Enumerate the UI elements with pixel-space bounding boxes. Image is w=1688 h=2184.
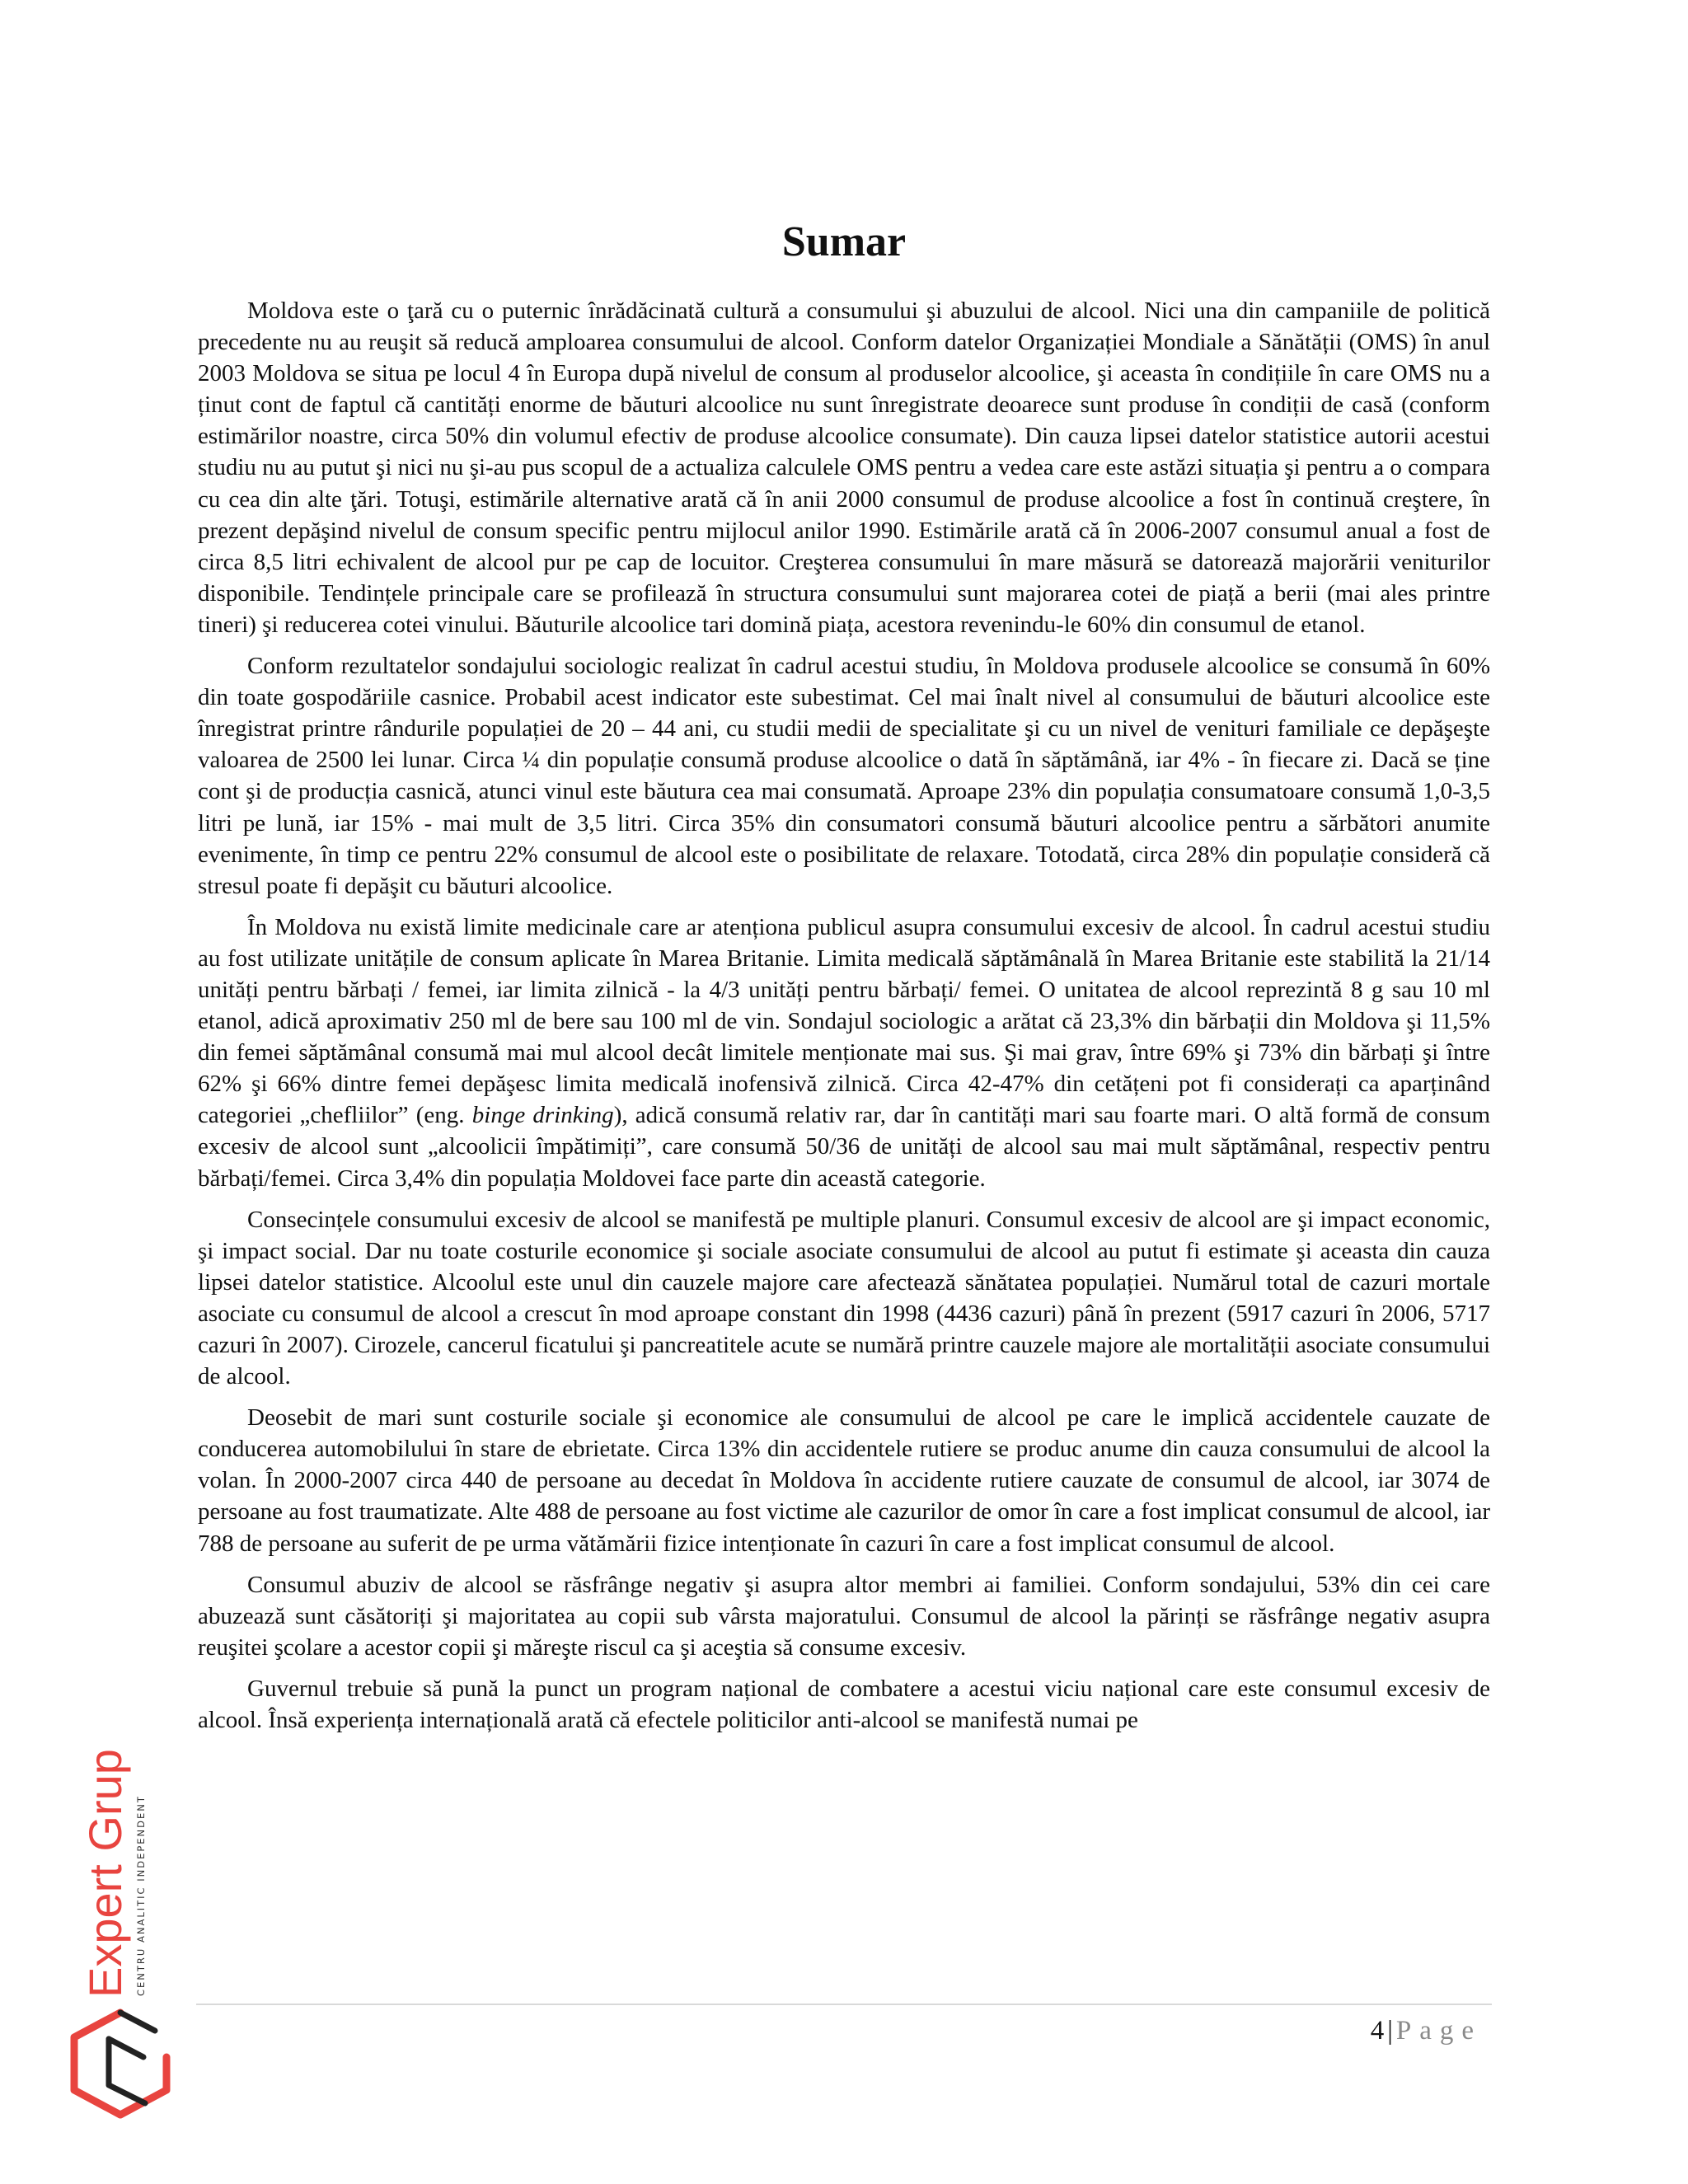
paragraph: Conform rezultatelor sondajului sociologic realizat în cadrul acestui studiu, în Moldova produsele alcoolice se consumă în 60% din toate gospodăriile casnice. Probabil acest indicator este subestimat. Cel mai înalt nivel al consumului de băuturi alcoolice este înregistrat printre rândurile populației de 20 – 44 ani, cu studii medii de specialitate şi cu un nivel de venituri familiale ce depăşeşte valoarea de 2500 lei lunar. Circa ¼ din populație consumă produse alcoolice o dată în săptămână, iar 4% - în fiecare zi. Dacă se ține cont şi de producția casnică, atunci vinul este băutura cea mai consumată. Aproape 23% din populația consumatoare consumă 1,0-3,5 litri pe lună, iar 15% - mai mult de 3,5 litri. Circa 35% din consumatori consumă băuturi alcoolice pentru a sărbători anumite evenimente, în timp ce pentru 22% consumul de alcool este o posibilitate de relaxare. Totodată, circa 28% din populație consideră că stresul poate fi depăşit cu băuturi alcoolice. <box>198 653 1490 899</box>
paragraph: Guvernul trebuie să pună la punct un program național de combatere a acestui viciu național care este consumul excesiv de alcool. Însă experiența internațională arată că efectele politicilor anti-alcool se manifestă numai pe <box>198 1675 1490 1734</box>
page-number-value: 4 <box>1370 2016 1385 2046</box>
paragraph: Consumul abuziv de alcool se răsfrânge negativ şi asupra altor membri ai familiei. Conform sondajului, 53% din cei care abuzează sunt căsătoriți şi majoritatea au copii sub vârsta majoratului. Consumul de alcool la părinți se răsfrânge negativ asupra reuşitei şcolare a acestor copii şi măreşte riscul ca şi aceştia să consume excesiv. <box>198 1571 1490 1661</box>
paragraph: Consecințele consumului excesiv de alcool se manifestă pe multiple planuri. Consumul excesiv de alcool are şi impact economic, şi impact social. Dar nu toate costurile economice şi sociale asociate consumului de alcool au putut fi estimate şi aceasta din cauza lipsei datelor statistice. Alcoolul este unul din cauzele majore care afectează sănătatea populației. Numărul total de cazuri mortale asociate cu consumul de alcool a crescut în mod aproape constant din 1998 (4436 cazuri) până în prezent (5917 cazuri în 2006, 5717 cazuri în 2007). Cirozele, cancerul ficatului şi pancreatitele acute se numără printre cauzele majore ale mortalității asociate consumului de alcool. <box>198 1206 1490 1390</box>
paragraph <box>198 912 1490 1194</box>
page-label: Page <box>1395 2016 1482 2046</box>
page-title: Sumar <box>781 218 907 265</box>
logo-text-block <box>63 1619 178 1998</box>
paragraph: Moldova este o ţară cu o puternic înrădăcinată cultură a consumului şi abuzului de alcool. Nici una din campaniile de politică precedente nu au reuşit să reducă amploarea consumului de alcool. Conform datelor Organizației Mondiale a Sănătății (OMS) în anul 2003 Moldova se situa pe locul 4 în Europa după nivelul de consum al produselor alcoolice, şi aceasta în condițiile în care OMS nu a ținut cont de faptul că cantități enorme de băuturi alcoolice nu sunt înregistrate deoarece sunt produse în condiții de casă (conform estimărilor noastre, circa 50% din volumul efectiv de produse alcoolice consumate). Din cauza lipsei datelor statistice autorii acestui studiu nu au putut şi nici nu şi-au pus scopul de a actualiza calculele OMS pentru a vedea care este astăzi situația şi pentru a o compara cu cea din alte ţări. Totuşi, estimările alternative arată că în anii 2000 consumul de produse alcoolice a fost în continuă creştere, în prezent depăşind nivelul de consum specific pentru mijlocul anilor 1990. Estimările arată că în 2006-2007 consumul anual a fost de circa 8,5 litri echivalent de alcool pur pe cap de locuitor. Creşterea consumului în mare măsură se datorează majorării veniturilor disponibile. Tendințele principale care se profilează în structura consumului sunt majorarea cotei de piață a berii (mai ales printre tineri) şi reducerea cotei vinului. Băuturile alcoolice tari domină piața, acestora revenindu-le 60% din consumul de etanol. <box>198 298 1490 638</box>
logo-name: Expert Grup <box>79 1749 131 1998</box>
footer-divider <box>196 2004 1492 2005</box>
paragraph-italic-text: binge drinking <box>471 1102 614 1129</box>
document-body <box>198 295 1490 1746</box>
hexagon-cube-icon <box>63 2006 178 2121</box>
paragraph-text: În Moldova nu există limite medicinale care ar atenționa publicul asupra consumului excesiv de alcool. În cadrul acestui studiu au fost utilizate unitățile de consum aplicate în Marea Britanie. Limita medicală săptămânală în Marea Britanie este stabilită la 21/14 unități pentru bărbați / femei, iar limita zilnică - la 4/3 unități pentru bărbați/ femei. O unitatea de alcool reprezintă 8 g sau 10 ml etanol, adică aproximativ 250 ml de bere sau 100 ml de vin. Sondajul sociologic a arătat că 23,3% din bărbații din Moldova şi 11,5% din femei săptămânal consumă mai mul alcool decât limitele menționate mai sus. Şi mai grav, între 69% şi 73% din bărbați şi între 62% şi 66% dintre femei depăşesc limita medicală inofensivă zilnică. Circa 42-47% din cetățeni pot fi considerați ca aparținând categoriei „chefliilor” (eng. <box>198 913 1490 1129</box>
page-number <box>1371 2014 1482 2047</box>
logo-tagline: CENTRU ANALITIC INDEPENDENT <box>135 1795 147 1996</box>
paragraph-text: ), adică consumă relativ rar, dar în cantități mari sau foarte mari. O altă formă de consum excesiv de alcool sunt „alcoolicii împătimiți”, care consumă 50/36 de unități de alcool sau mai mult săptămânal, respectiv pentru bărbați/femei. Circa 3,4% din populația Moldovei face parte din această categorie. <box>198 1102 1491 1192</box>
paragraph: Deosebit de mari sunt costurile sociale şi economice ale consumului de alcool pe care le implică accidentele cauzate de conducerea automobilului în stare de ebrietate. Circa 13% din accidentele rutiere se produc anume din cauza consumului de alcool la volan. În 2000-2007 circa 440 de persoane au decedat în Moldova în accidente rutiere cauzate de consumul de alcool, iar 3074 de persoane au fost traumatizate. Alte 488 de persoane au fost victime ale cazurilor de omor în care a fost implicat consumul de alcool, iar 788 de persoane au suferit de pe urma vătămării fizice intenționate în cazuri în care a fost implicat consumul de alcool. <box>198 1404 1490 1557</box>
expert-grup-logo <box>63 1741 178 2120</box>
page-number-separator: | <box>1387 2016 1393 2046</box>
